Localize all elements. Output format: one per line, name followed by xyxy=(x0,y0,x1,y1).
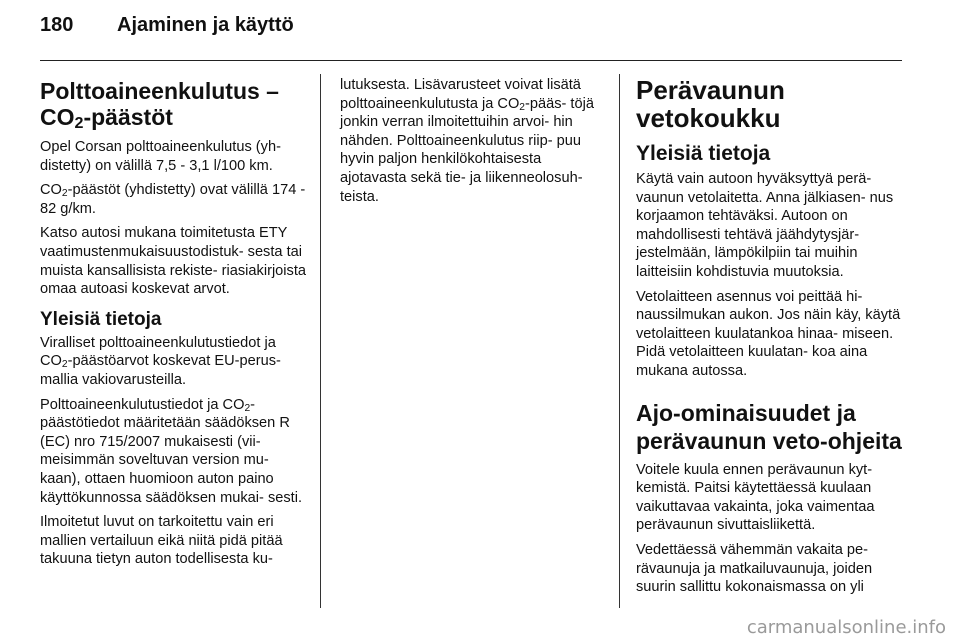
chapter-title: Ajaminen ja käyttö xyxy=(117,14,294,36)
section-heading-trailer-hitch: Perävaunun vetokoukku xyxy=(636,75,785,133)
paragraph: Opel Corsan polttoaineenkulutus (yh- distetty) on välillä 7,5 - 3,1 l/100 km. xyxy=(40,139,281,174)
section-heading-driving-characteristics: Ajo-ominaisuudet ja perävaunun veto-ohjeita xyxy=(636,399,902,454)
paragraph: Vetolaitteen asennus voi peittää hi- naussilmukan aukon. Jos näin käy, käytä vetolaitteen kuulatankoa hinaa- miseen. Pidä vetolaitteen kuulatan- koa aina mukana autossa. xyxy=(636,288,901,379)
paragraph: Polttoaineenkulutustiedot ja $CO_2-$ päästötiedot määritetään säädöksen R (EC) nro 715/2007 mukaisesti (vii- meisimmän soveltuvan version mu- kaan), ottaen huomioon auton paino käyttökunnossa säädöksen mukai- sesti. xyxy=(40,396,303,506)
column-3 xyxy=(636,64,906,603)
header-rule xyxy=(40,60,902,61)
column-1 xyxy=(40,64,312,575)
paragraph: Katso autosi mukana toimitetusta ETY vaatimustenmukaisuustodistuk- sesta tai muista kansallisista rekiste- riasiakirjoista omaa autoasi koskevat arvot. xyxy=(40,225,307,298)
paragraph: $CO_2$-päästöt (yhdistetty) ovat välillä 174 - 82 g/km. xyxy=(40,182,306,217)
subheading-general-info: Yleisiä tietoja xyxy=(40,308,162,330)
paragraph: Voitele kuula ennen perävaunun kyt- kemistä. Paitsi käytettäessä kuulaan vaikuttavaa vakainta, joka vaimentaa perävaunun sivuttaisliikettä. xyxy=(636,461,875,534)
paragraph: Vedettäessä vähemmän vakaita pe- rävaunuja ja matkailuvaunuja, joiden suurin sallittu kokonaismassa on yli xyxy=(636,541,873,596)
paragraph: Ilmoitetut luvut on tarkoitettu vain eri mallien vertailuun eikä niitä pidä pitää takuuna tietyn auton todellisesta ku- xyxy=(40,514,283,568)
paragraph: lutuksesta. Lisävarusteet voivat lisätä polttoaineenkulutusta ja $CO_2-pääs-$ töjä jonkin verran ilmoitettuihin arvoi- hin nähden. Polttoaineenkulutus riip- puu hyvin paljon henkilökohtaisesta ajotavasta sekä tie- ja liikenneolosuh- teista. xyxy=(340,77,594,205)
column-divider-2 xyxy=(619,74,620,608)
section-heading-fuel-consumption: Polttoaineenkulutus – $CO_2$-päästöt xyxy=(40,78,279,133)
subheading-general-info: Yleisiä tietoja xyxy=(636,142,771,165)
paragraph: Viralliset polttoaineenkulutustiedot ja $CO_2$-päästöarvot koskevat EU-perus- mallia vakiovarusteilla. xyxy=(40,334,281,388)
page-number: 180 xyxy=(40,14,74,36)
column-divider-1 xyxy=(320,74,321,608)
paragraph: Käytä vain autoon hyväksyttyä perä- vaunun vetolaitetta. Anna jälkiasen- nus korjaamon tehtäväksi. Autoon on mahdollisesti tehtävä jäähdytysjär- jestelmään, lämpökilpiin tai muihin laitteisiin kohdistuvia muutoksia. xyxy=(636,171,894,280)
column-2 xyxy=(340,76,610,212)
watermark: carmanualsonline.info xyxy=(746,617,946,638)
